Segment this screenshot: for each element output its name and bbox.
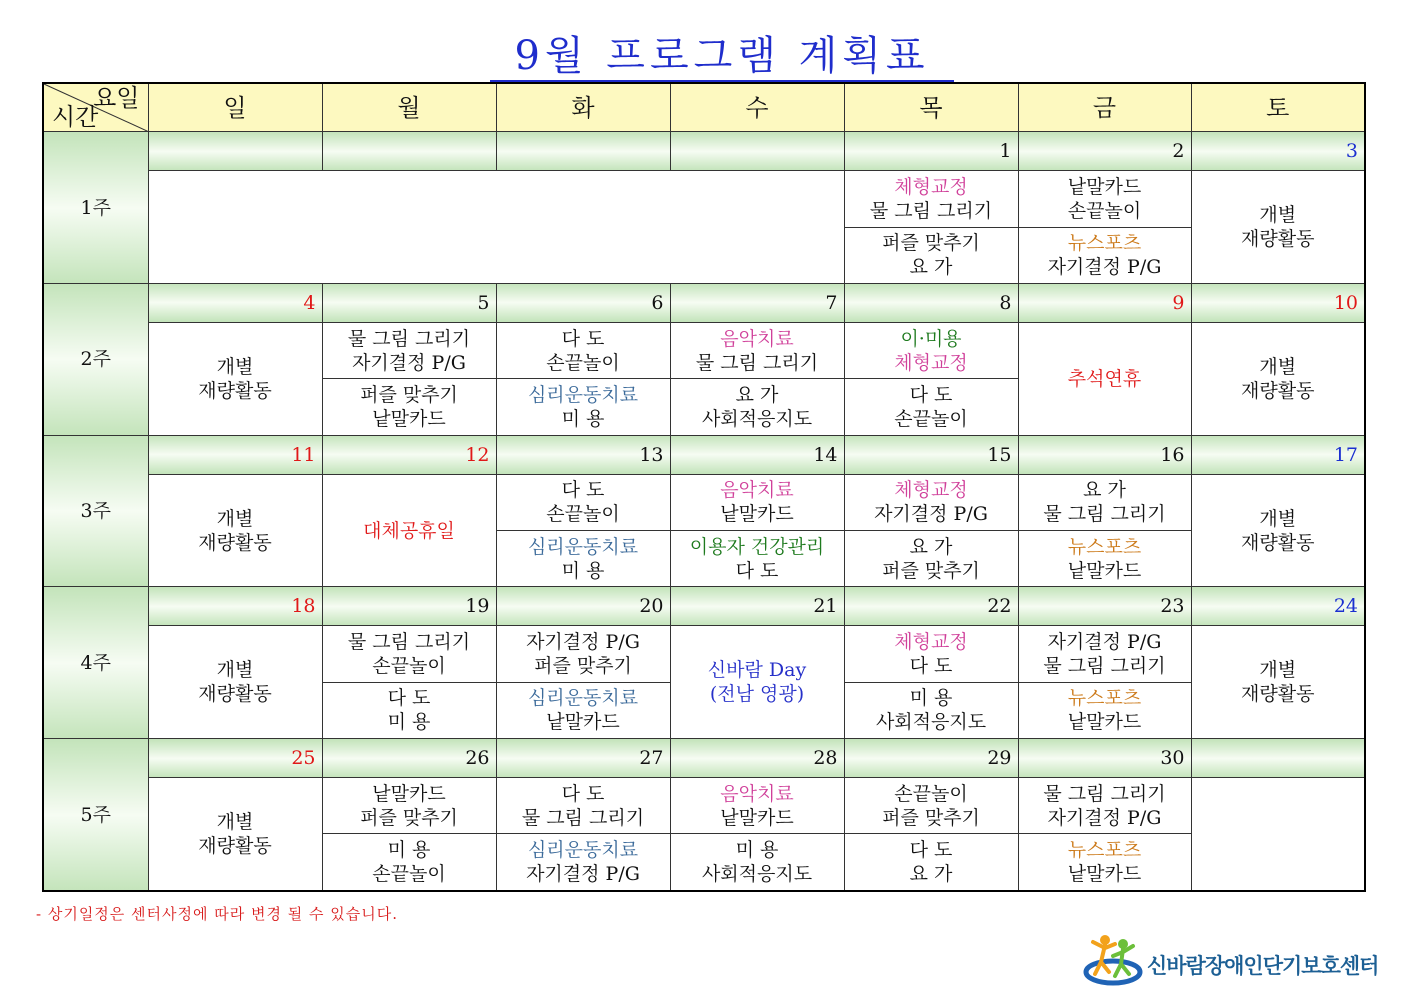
activity-text: 물 그림 그리기 (347, 327, 471, 350)
day-header-mon: 월 (322, 83, 496, 132)
date-cell: 12 (322, 435, 496, 474)
activity-text: 재량활동 (198, 531, 272, 554)
date-cell: 15 (844, 435, 1018, 474)
empty-cell (1191, 778, 1365, 891)
activity-cell (670, 531, 844, 587)
activity-text: 자기결정 P/G (1047, 256, 1162, 279)
activity-cell (844, 682, 1018, 738)
activity-text: 재량활동 (1241, 228, 1315, 251)
activity-text: 뉴스포츠 (1067, 687, 1142, 710)
activity-text: 물 그림 그리기 (521, 806, 645, 829)
day-header-wed: 수 (670, 83, 844, 132)
activity-cell (670, 379, 844, 435)
activity-text: 재량활동 (1241, 683, 1315, 706)
activity-cell (148, 778, 322, 891)
activity-cell (1018, 531, 1191, 587)
activity-text: 재량활동 (198, 835, 272, 858)
activity-text: 다 도 (909, 655, 953, 678)
activity-text: 낱말카드 (1067, 711, 1142, 734)
activity-text: 자기결정 P/G (1047, 806, 1162, 829)
week5-label: 5주 (43, 739, 148, 891)
activity-text: 낱말카드 (372, 407, 446, 430)
date-cell: 14 (670, 435, 844, 474)
activity-cell (496, 379, 670, 435)
holiday-text: 추석연휴 (1067, 367, 1142, 390)
activity-cell (1018, 682, 1191, 738)
activity-cell (844, 379, 1018, 435)
activity-cell (1191, 626, 1365, 739)
activity-text: 물 그림 그리기 (869, 199, 993, 222)
date-cell (1191, 739, 1365, 778)
activity-text: 개별 (216, 659, 254, 682)
activity-cell (322, 379, 496, 435)
activity-text: 미 용 (735, 839, 779, 862)
center-name: 신바람장애인단기보호센터 (1147, 954, 1379, 978)
activity-cell (148, 626, 322, 739)
activity-text: 낱말카드 (720, 806, 794, 829)
event-text: (전남 영광) (709, 683, 805, 706)
page-title: 9월 프로그램 계획표 (490, 32, 954, 83)
activity-text: 미 용 (561, 559, 605, 582)
activity-text: 자기결정 P/G (352, 351, 466, 374)
week1-row-a (43, 171, 1365, 227)
date-cell (322, 132, 496, 171)
activity-text: 재량활동 (198, 379, 272, 402)
date-cell: 9 (1018, 283, 1191, 322)
activity-cell (1018, 474, 1191, 530)
date-cell: 26 (322, 739, 496, 778)
activity-cell (1018, 171, 1191, 227)
center-logo (1083, 928, 1379, 990)
footnote: - 상기일정은 센터사정에 따라 변경 될 수 있습니다. (36, 905, 399, 923)
activity-text: 손끝놀이 (1067, 199, 1142, 222)
activity-cell (1018, 227, 1191, 283)
activity-text: 다 도 (909, 839, 953, 862)
activity-text: 퍼즐 맞추기 (360, 806, 458, 829)
activity-text: 심리운동치료 (527, 687, 639, 710)
activity-cell (1018, 778, 1191, 834)
activity-text: 미 용 (387, 839, 431, 862)
activity-text: 개별 (1259, 507, 1297, 530)
day-header-sun: 일 (148, 83, 322, 132)
activity-text: 미 용 (909, 687, 953, 710)
activity-text: 자기결정 P/G (526, 863, 640, 886)
schedule-table (42, 82, 1366, 892)
activity-text: 손끝놀이 (372, 655, 446, 678)
activity-cell (844, 227, 1018, 283)
activity-cell (322, 682, 496, 738)
activity-text: 음악치료 (720, 327, 794, 350)
date-cell: 22 (844, 587, 1018, 626)
header-row (43, 83, 1365, 132)
day-header-tue: 화 (496, 83, 670, 132)
activity-text: 퍼즐 맞추기 (882, 806, 980, 829)
activity-text: 다 도 (735, 559, 779, 582)
activity-cell (148, 474, 322, 587)
date-cell: 2 (1018, 132, 1191, 171)
day-header-thu: 목 (844, 83, 1018, 132)
date-cell: 13 (496, 435, 670, 474)
date-cell: 29 (844, 739, 1018, 778)
activity-text: 개별 (216, 507, 254, 530)
activity-text: 낱말카드 (546, 711, 620, 734)
activity-text: 손끝놀이 (546, 351, 620, 374)
activity-text: 재량활동 (198, 683, 272, 706)
activity-cell (844, 531, 1018, 587)
activity-cell (1191, 474, 1365, 587)
week2-label: 2주 (43, 283, 148, 435)
activity-text: 체형교정 (894, 175, 968, 198)
activity-text: 낱말카드 (1067, 175, 1142, 198)
date-cell (148, 132, 322, 171)
date-cell: 20 (496, 587, 670, 626)
date-cell: 23 (1018, 587, 1191, 626)
date-cell: 28 (670, 739, 844, 778)
activity-text: 손끝놀이 (372, 863, 446, 886)
date-cell: 25 (148, 739, 322, 778)
activity-text: 개별 (1259, 355, 1297, 378)
date-cell: 27 (496, 739, 670, 778)
event-text: 신바람 Day (707, 659, 807, 682)
date-cell: 7 (670, 283, 844, 322)
activity-text: 다 도 (387, 687, 431, 710)
activity-text: 낱말카드 (1067, 559, 1142, 582)
activity-cell (670, 474, 844, 530)
activity-text: 물 그림 그리기 (1043, 782, 1166, 805)
activity-cell (322, 778, 496, 834)
activity-text: 재량활동 (1241, 531, 1315, 554)
activity-cell (496, 531, 670, 587)
activity-text: 자기결정 P/G (874, 503, 988, 526)
activity-text: 다 도 (909, 383, 953, 406)
activity-text: 물 그림 그리기 (347, 631, 471, 654)
activity-text: 낱말카드 (720, 503, 794, 526)
date-cell: 4 (148, 283, 322, 322)
activity-text: 요 가 (909, 535, 953, 558)
activity-cell (322, 626, 496, 682)
activity-text: 심리운동치료 (527, 383, 639, 406)
activity-text: 사회적응지도 (875, 711, 987, 734)
date-cell (496, 132, 670, 171)
date-cell: 6 (496, 283, 670, 322)
date-cell: 11 (148, 435, 322, 474)
week3-row-a (43, 474, 1365, 530)
activity-text: 뉴스포츠 (1067, 839, 1142, 862)
activity-text: 심리운동치료 (527, 839, 639, 862)
event-cell (670, 626, 844, 739)
activity-text: 퍼즐 맞추기 (882, 559, 980, 582)
activity-text: 미 용 (387, 711, 431, 734)
activity-text: 뉴스포츠 (1067, 535, 1142, 558)
activity-text: 체형교정 (894, 631, 968, 654)
activity-text: 이용자 건강관리 (689, 535, 825, 558)
activity-text: 음악치료 (720, 782, 794, 805)
activity-text: 퍼즐 맞추기 (534, 655, 632, 678)
activity-text: 이·미용 (900, 327, 962, 350)
activity-cell (670, 834, 844, 891)
week5-row-a (43, 778, 1365, 834)
activity-text: 개별 (216, 355, 254, 378)
week3-label: 3주 (43, 435, 148, 587)
activity-text: 손끝놀이 (894, 407, 968, 430)
activity-text: 개별 (1259, 204, 1297, 227)
holiday-text: 대체공휴일 (363, 519, 455, 542)
activity-text: 개별 (216, 811, 254, 834)
activity-text: 손끝놀이 (546, 503, 620, 526)
date-cell: 24 (1191, 587, 1365, 626)
week2-row-a (43, 322, 1365, 378)
activity-cell (322, 322, 496, 378)
date-cell: 8 (844, 283, 1018, 322)
week3-date-row (43, 435, 1365, 474)
activity-cell (670, 322, 844, 378)
activity-cell (844, 778, 1018, 834)
day-header-sat: 토 (1191, 83, 1365, 132)
date-cell: 5 (322, 283, 496, 322)
activity-cell (496, 682, 670, 738)
activity-text: 요 가 (909, 256, 953, 279)
activity-text: 퍼즐 맞추기 (882, 232, 980, 255)
activity-text: 뉴스포츠 (1067, 232, 1142, 255)
activity-text: 자기결정 P/G (1047, 631, 1162, 654)
activity-cell (844, 322, 1018, 378)
activity-text: 낱말카드 (1067, 863, 1142, 886)
activity-text: 물 그림 그리기 (1043, 503, 1166, 526)
activity-cell (844, 834, 1018, 891)
activity-cell (844, 626, 1018, 682)
activity-cell (670, 778, 844, 834)
activity-text: 다 도 (561, 479, 605, 502)
activity-text: 재량활동 (1241, 379, 1315, 402)
week2-date-row (43, 283, 1365, 322)
activity-text: 다 도 (561, 782, 605, 805)
activity-cell (1191, 171, 1365, 284)
activity-text: 개별 (1259, 659, 1297, 682)
week5-date-row (43, 739, 1365, 778)
date-cell: 3 (1191, 132, 1365, 171)
activity-text: 낱말카드 (372, 782, 446, 805)
activity-cell (1191, 322, 1365, 435)
week1-label: 1주 (43, 132, 148, 284)
date-cell: 10 (1191, 283, 1365, 322)
corner-day-label: 요일 (93, 84, 140, 112)
empty-cell (148, 171, 844, 284)
week1-date-row (43, 132, 1365, 171)
activity-text: 요 가 (1083, 479, 1126, 502)
activity-cell (496, 474, 670, 530)
activity-cell (496, 626, 670, 682)
dancing-figures-logo-icon (1083, 928, 1149, 990)
activity-cell (148, 322, 322, 435)
date-cell: 19 (322, 587, 496, 626)
activity-cell (844, 171, 1018, 227)
date-cell: 17 (1191, 435, 1365, 474)
activity-text: 요 가 (735, 383, 779, 406)
activity-text: 요 가 (909, 863, 953, 886)
activity-text: 다 도 (561, 327, 605, 350)
activity-text: 체형교정 (894, 479, 968, 502)
activity-text: 사회적응지도 (701, 863, 813, 886)
activity-cell (496, 322, 670, 378)
activity-text: 미 용 (561, 407, 605, 430)
activity-cell (1018, 834, 1191, 891)
date-cell: 21 (670, 587, 844, 626)
activity-text: 음악치료 (720, 479, 794, 502)
activity-text: 심리운동치료 (527, 535, 639, 558)
activity-cell (496, 778, 670, 834)
date-cell: 18 (148, 587, 322, 626)
activity-text: 손끝놀이 (894, 782, 968, 805)
activity-cell (1018, 626, 1191, 682)
activity-text: 체형교정 (894, 351, 968, 374)
activity-cell (844, 474, 1018, 530)
holiday-cell (322, 474, 496, 587)
holiday-cell (1018, 322, 1191, 435)
activity-cell (322, 834, 496, 891)
activity-text: 사회적응지도 (701, 407, 813, 430)
activity-text: 자기결정 P/G (526, 631, 640, 654)
corner-cell (43, 83, 148, 132)
activity-text: 퍼즐 맞추기 (360, 383, 458, 406)
date-cell: 1 (844, 132, 1018, 171)
date-cell: 30 (1018, 739, 1191, 778)
corner-time-label: 시간 (52, 103, 99, 132)
week4-date-row (43, 587, 1365, 626)
day-header-fri: 금 (1018, 83, 1191, 132)
activity-text: 물 그림 그리기 (1043, 655, 1166, 678)
activity-text: 물 그림 그리기 (695, 351, 819, 374)
date-cell (670, 132, 844, 171)
activity-cell (496, 834, 670, 891)
date-cell: 16 (1018, 435, 1191, 474)
week4-row-a (43, 626, 1365, 682)
week4-label: 4주 (43, 587, 148, 739)
